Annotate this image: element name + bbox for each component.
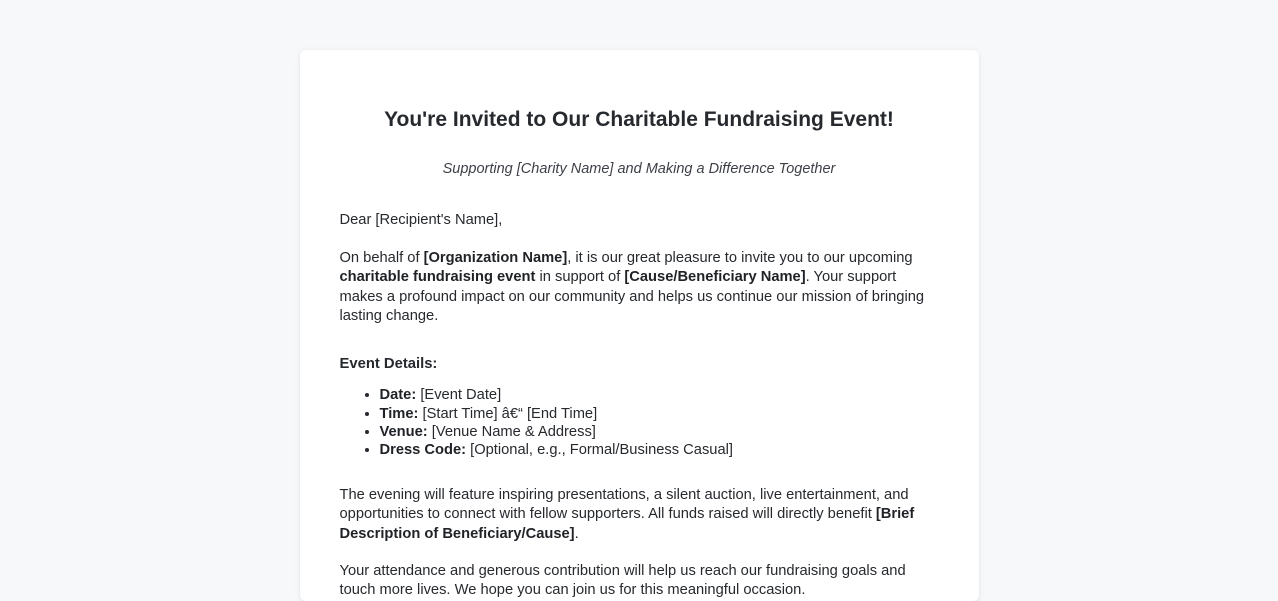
event-type: charitable fundraising event [339, 269, 536, 286]
list-item [380, 386, 939, 404]
detail-label-date: Date: [379, 387, 417, 404]
detail-value-venue: [Venue Name & Address] [431, 424, 596, 441]
program-text-2: . [574, 525, 579, 542]
list-item [380, 423, 939, 441]
event-details-list [340, 386, 939, 460]
intro-text-3: in support of [535, 269, 625, 286]
detail-value-dress-code: [Optional, e.g., Formal/Business Casual] [470, 442, 733, 459]
detail-label-venue: Venue: [379, 424, 428, 441]
benefit-description: [Brief Description of Beneficiary/Cause] [339, 506, 915, 542]
detail-label-dress-code: Dress Code: [379, 442, 467, 459]
intro-text-2: , it is our great pleasure to invite you to our upcoming [567, 249, 913, 266]
intro-text-1: On behalf of [339, 249, 424, 266]
detail-value-date: [Event Date] [420, 387, 502, 404]
closing-paragraph: Your attendance and generous contribution will help us reach our fundraising goals and touch more lives. We hope you can join us for this meaningful occasion. [339, 563, 906, 599]
list-item [380, 405, 939, 423]
detail-value-time: [Start Time] â€“ [End Time] [422, 405, 598, 422]
program-text-1: The evening will feature inspiring presentations, a silent auction, live entertainment, and opportunities to connect with fellow supporters. All funds raised will directly benefit [339, 486, 909, 523]
intro-text-4: . Your support makes a profound impact on our community and helps us continue our mission of bringing lasting change. [339, 269, 925, 324]
program-paragraph [340, 486, 939, 544]
page-title: You're Invited to Our Charitable Fundraising Event! [384, 108, 894, 131]
detail-label-time: Time: [379, 405, 419, 422]
invitation-card [300, 50, 979, 601]
document-subtitle: Supporting [Charity Name] and Making a Difference Together [442, 161, 836, 178]
beneficiary-name: [Cause/Beneficiary Name] [624, 269, 806, 286]
list-item [380, 441, 939, 459]
salutation: Dear [Recipient's Name], [339, 212, 503, 229]
intro-paragraph [340, 249, 939, 327]
event-details-heading: Event Details: [339, 356, 438, 373]
organization-name: [Organization Name] [423, 249, 568, 266]
